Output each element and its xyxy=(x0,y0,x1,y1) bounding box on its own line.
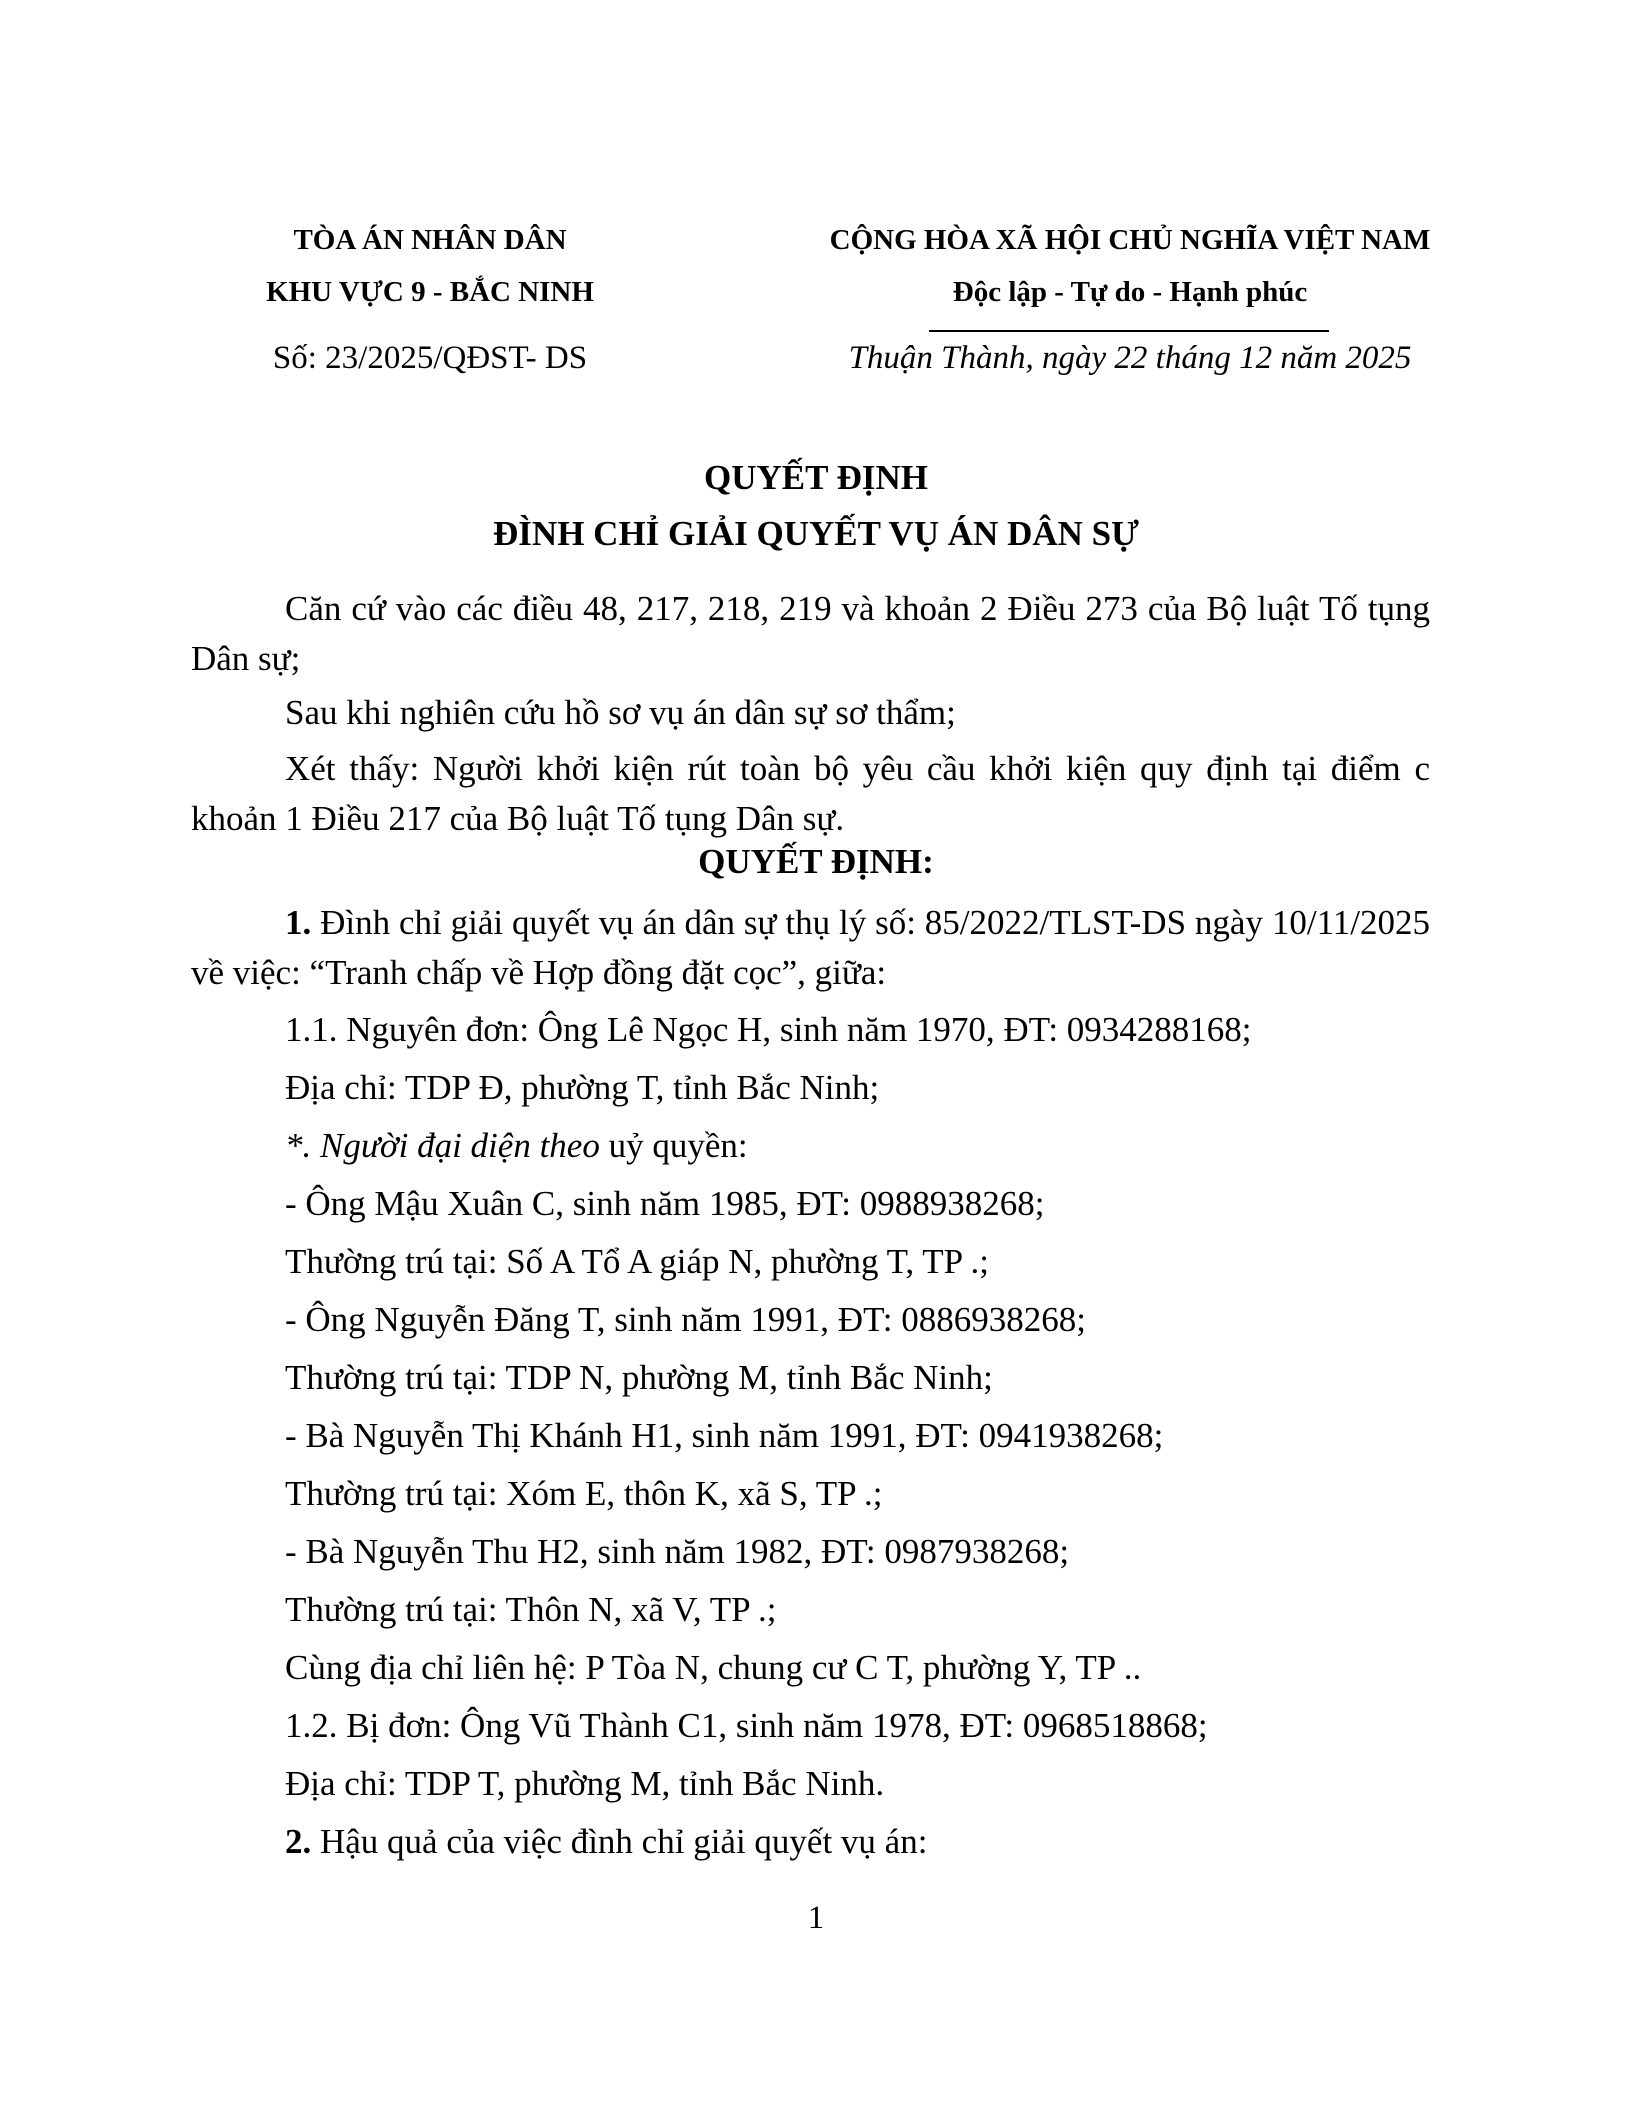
page-number: 1 xyxy=(807,1900,825,1936)
defendant-line: 1.2. Bị đơn: Ông Vũ Thành C1, sinh năm 1978, ĐT: 0968518868; xyxy=(285,1706,1208,1745)
motto-underline xyxy=(929,330,1329,332)
item-1 xyxy=(191,898,1430,998)
representative-2-address: Thường trú tại: TDP N, phường M, tỉnh Bắc Ninh; xyxy=(285,1358,993,1397)
document-subtitle: ĐÌNH CHỈ GIẢI QUYẾT VỤ ÁN DÂN SỰ xyxy=(493,514,1139,553)
court-name: TÒA ÁN NHÂN DÂN xyxy=(293,224,567,256)
representative-1: - Ông Mậu Xuân C, sinh năm 1985, ĐT: 0988938268; xyxy=(285,1184,1045,1223)
plaintiff-line: 1.1. Nguyên đơn: Ông Lê Ngọc H, sinh năm 1970, ĐT: 0934288168; xyxy=(285,1010,1252,1049)
representative-1-address: Thường trú tại: Số A Tổ A giáp N, phường T, TP .; xyxy=(285,1242,990,1281)
item-2 xyxy=(285,1822,927,1862)
representative-3: - Bà Nguyễn Thị Khánh H1, sinh năm 1991, ĐT: 0941938268; xyxy=(285,1416,1164,1455)
defendant-address: Địa chỉ: TDP T, phường M, tỉnh Bắc Ninh. xyxy=(285,1764,885,1803)
plaintiff-address: Địa chỉ: TDP Đ, phường T, tỉnh Bắc Ninh; xyxy=(285,1068,880,1107)
republic-name: CỘNG HÒA XÃ HỘI CHỦ NGHĨA VIỆT NAM xyxy=(829,224,1431,256)
representative-2: - Ông Nguyễn Đăng T, sinh năm 1991, ĐT: 0886938268; xyxy=(285,1300,1086,1339)
preamble-finding: Xét thấy: Người khởi kiện rút toàn bộ yêu cầu khởi kiện quy định tại điểm c khoản 1 Điều 217 của Bộ luật Tố tụng Dân sự. xyxy=(191,749,1430,838)
court-region: KHU VỰC 9 - BẮC NINH xyxy=(266,276,594,308)
decision-number: Số: 23/2025/QĐST- DS xyxy=(272,340,588,376)
item-1-text: Đình chỉ giải quyết vụ án dân sự thụ lý số: 85/2022/TLST-DS ngày 10/11/2025 về việc: “Tranh chấp về Hợp đồng đặt cọc”, giữa: xyxy=(191,903,1430,992)
national-motto: Độc lập - Tự do - Hạnh phúc xyxy=(952,276,1308,308)
representative-heading-rest: uỷ quyền: xyxy=(599,1126,748,1165)
place-date: Thuận Thành, ngày 22 tháng 12 năm 2025 xyxy=(848,340,1412,376)
item-2-text: Hậu quả của việc đình chỉ giải quyết vụ án: xyxy=(311,1822,928,1861)
representative-heading xyxy=(285,1126,748,1166)
item-1-number: 1. xyxy=(285,903,312,942)
item-2-number: 2. xyxy=(285,1822,312,1861)
document-title: QUYẾT ĐỊNH xyxy=(704,458,928,497)
representative-4-address: Thường trú tại: Thôn N, xã V, TP .; xyxy=(285,1590,777,1629)
decision-heading: QUYẾT ĐỊNH: xyxy=(698,842,934,881)
representative-heading-italic: *. Người đại diện theo xyxy=(285,1126,600,1165)
preamble-legal-basis: Căn cứ vào các điều 48, 217, 218, 219 và khoản 2 Điều 273 của Bộ luật Tố tụng Dân sự; xyxy=(191,589,1430,678)
representative-3-address: Thường trú tại: Xóm E, thôn K, xã S, TP .; xyxy=(285,1474,883,1513)
contact-address: Cùng địa chỉ liên hệ: P Tòa N, chung cư C T, phường Y, TP .. xyxy=(285,1648,1142,1687)
representative-4: - Bà Nguyễn Thu H2, sinh năm 1982, ĐT: 0987938268; xyxy=(285,1532,1070,1571)
preamble-review: Sau khi nghiên cứu hồ sơ vụ án dân sự sơ thẩm; xyxy=(285,693,956,732)
